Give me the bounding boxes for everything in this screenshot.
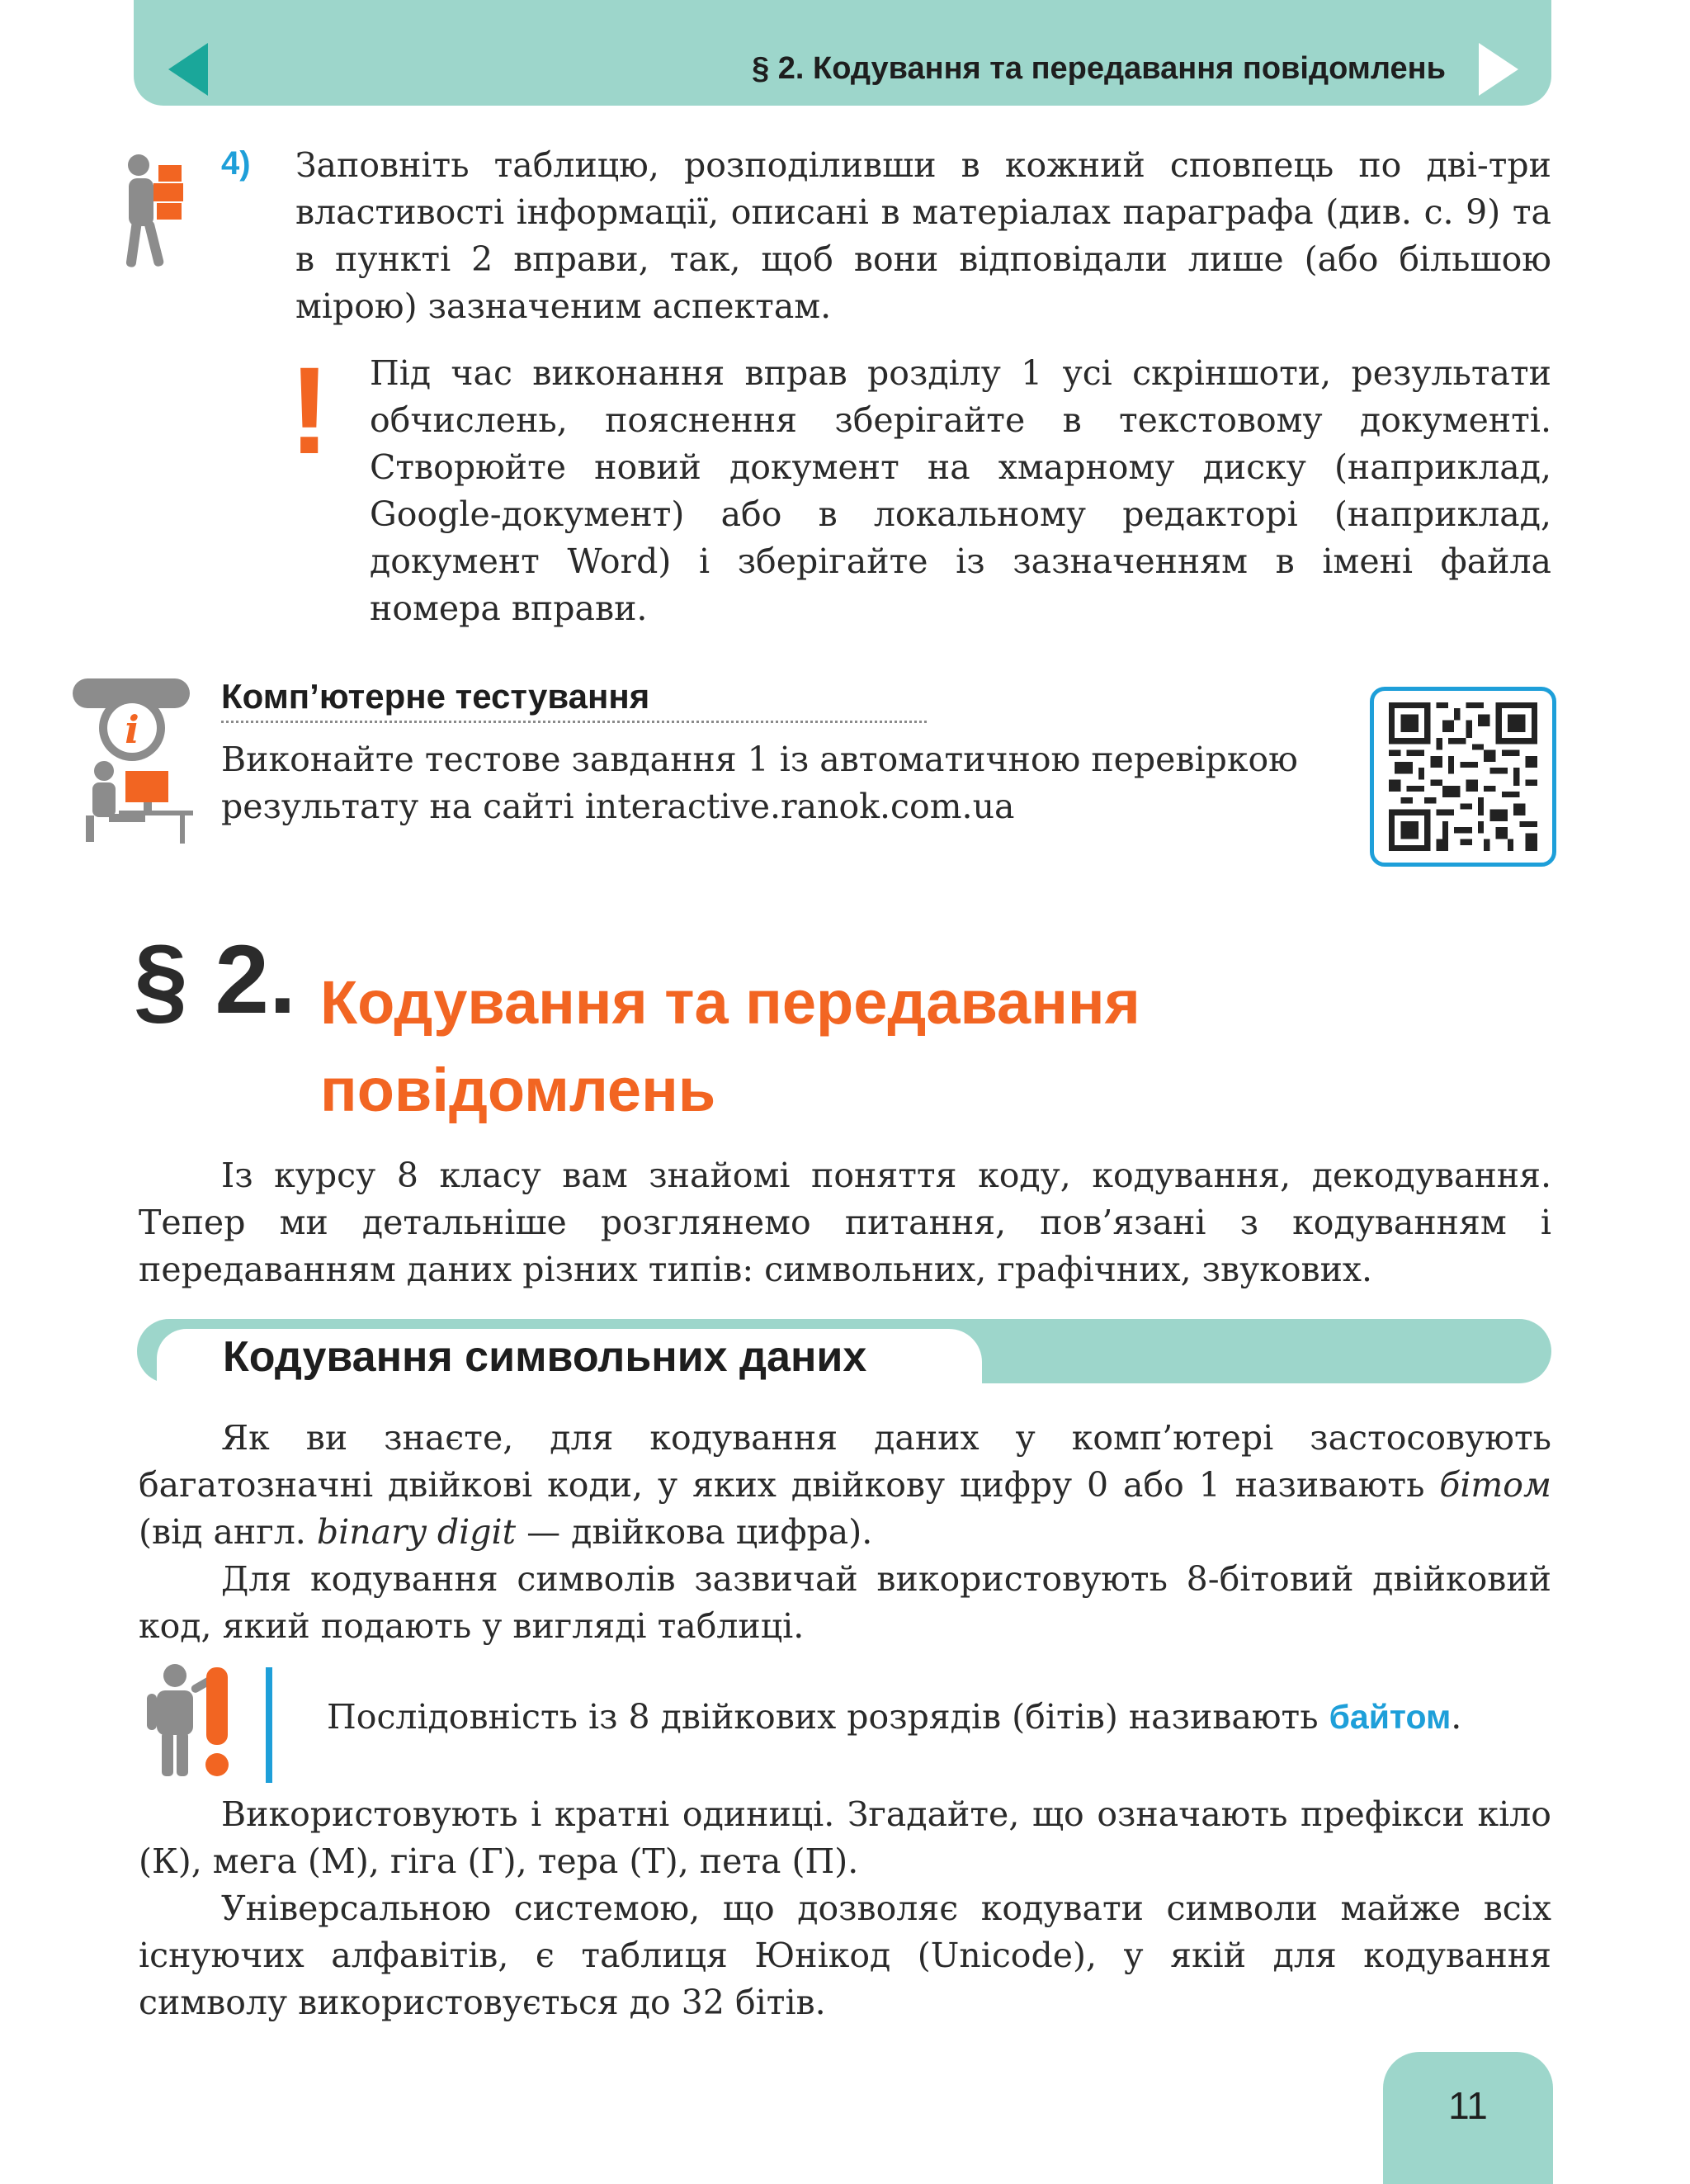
body-text-units — [139, 1791, 1551, 2026]
qr-code-icon — [1389, 702, 1537, 851]
english-term: binary digit — [316, 1512, 517, 1552]
exercise-text: Заповніть таблицю, розподіливши в кожний сповпець по дві-три властивості інформації, описані в матеріалах параграфа (див. с. 9) та в пункті 2 вправи, так, щоб вони відповідали лише (або більшою мірою) зазначеним аспектам. — [295, 145, 1551, 326]
subsection-title: Кодування символьних даних — [223, 1333, 867, 1381]
section-number: § 2. — [134, 925, 296, 1034]
computer-testing-icon — [73, 678, 196, 844]
body-text-bits — [139, 1415, 1551, 1650]
section-title: Кодування та передавання повідомлень — [320, 968, 1140, 1124]
running-header — [134, 0, 1551, 106]
exercise-number: 4) — [221, 145, 251, 182]
term-byte: байтом — [1329, 1698, 1452, 1736]
important-person-icon — [142, 1662, 241, 1778]
dotted-divider — [221, 721, 927, 723]
testing-title: Комп’ютерне тестування — [221, 677, 650, 716]
paragraph-bit-definition: Як ви знаєте, для кодування даних у комп’ютері застосовують багатозначні двійкові коди, у яких двійкову цифру 0 або 1 називають бітом (від англ. binary digit — двійкова цифра). — [139, 1418, 1551, 1552]
definition-accent-bar — [266, 1667, 272, 1783]
prev-page-arrow-icon[interactable] — [168, 43, 208, 96]
testing-text: Виконайте тестове завдання 1 із автоматичною перевіркою результату на сайті interactive.ranok.com.ua — [221, 740, 1298, 826]
next-page-arrow-icon[interactable] — [1479, 43, 1518, 96]
qr-code[interactable] — [1370, 687, 1556, 867]
person-carrying-boxes-icon — [122, 152, 191, 271]
term-bit: бітом — [1439, 1465, 1551, 1505]
paragraph-8bit-code: Для кодування символів зазвичай використовують 8-бітовий двійковий код, який подають у вигляді таблиці. — [139, 1559, 1551, 1646]
paragraph-unicode: Універсальною системою, що дозволяє кодувати символи майже всіх існуючих алфавітів, є таблиця Юнікод (Unicode), у якій для кодування символу використовується до 32 бітів. — [139, 1889, 1551, 2022]
intro-paragraph: Із курсу 8 класу вам знайомі поняття коду, кодування, декодування. Тепер ми детальніше розглянемо питання, пов’язані з кодуванням і передаванням даних різних типів: символьних, графічних, звукових. — [139, 1156, 1551, 1289]
definition-text: Послідовність із 8 двійкових розрядів (бітів) називають байтом. — [327, 1697, 1462, 1737]
svg-text:i: i — [125, 707, 139, 752]
exclamation-icon: ! — [289, 341, 330, 480]
note-text: Під час виконання вправ розділу 1 усі скріншоти, результати обчислень, пояснення зберігайте в текстовому документі. Створюйте новий документ на хмарному диску (наприклад, Google-документ) або в локальному редакторі (наприклад, документ Word) і зберігайте із зазначенням в імені файла номера вправи. — [370, 353, 1551, 628]
page-number: 11 — [1448, 2084, 1488, 2127]
running-title: § 2. Кодування та передавання повідомлень — [752, 51, 1446, 86]
paragraph-prefixes: Використовують і кратні одиниці. Згадайте, що означають префікси кіло (К), мега (М), гіга (Г), тера (Т), пета (П). — [139, 1794, 1551, 1881]
